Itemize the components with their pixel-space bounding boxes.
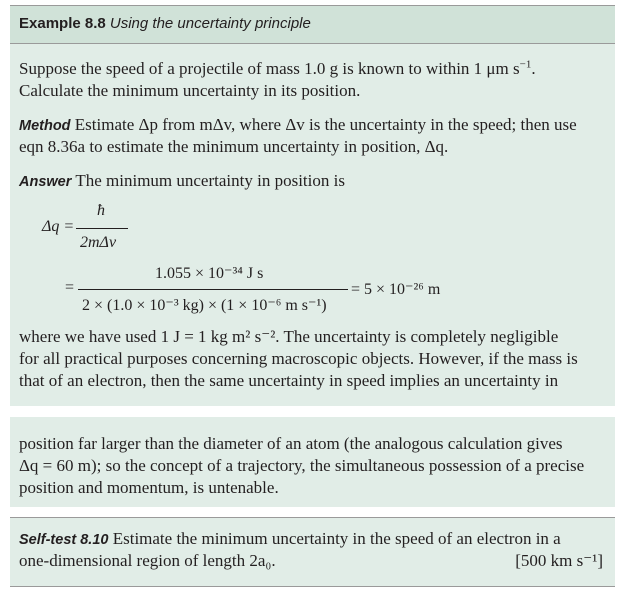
selftest-box [10, 517, 615, 587]
eq-frac2-numerator: 1.055 × 10⁻³⁴ J s [155, 265, 264, 282]
example-header [10, 6, 615, 44]
explanation-line-3: that of an electron, then the same uncertainty in speed implies an uncertainty in [19, 371, 559, 390]
eq-frac1-numerator: ħ [97, 202, 105, 219]
example-box [10, 5, 615, 406]
explanation-line-2: for all practical purposes concerning macroscopic objects. However, if the mass is [19, 349, 578, 368]
explanation-line-1: where we have used 1 J = 1 kg m² s⁻². The uncertainty is completely negligible [19, 327, 559, 346]
example-title: Using the uncertainty principle [109, 15, 311, 32]
selftest-line-1: Self-test 8.10 Estimate the minimum uncertainty in the speed of an electron in a [19, 529, 561, 548]
eq-equals: = [65, 279, 75, 296]
explanation-line-6: position and momentum, is untenable. [19, 478, 279, 497]
selftest-line-2: one-dimensional region of length 2a₀. [19, 551, 276, 570]
selftest-answer: [500 km s⁻¹] [515, 551, 603, 570]
answer-label: Answer [19, 174, 72, 190]
explanation-line-4: position far larger than the diameter of an atom (the analogous calculation gives [19, 434, 563, 453]
selftest-label: Self-test 8.10 [19, 532, 109, 548]
problem-line-1: Suppose the speed of a projectile of mass 1.0 g is known to within 1 μm $s^{-1}$. [19, 58, 536, 78]
explanation-line-5: Δq = 60 m); so the concept of a trajectory, the simultaneous possession of a precise [19, 456, 585, 475]
eq-frac1-denominator: 2mΔv [80, 234, 117, 251]
method-label: Method [19, 118, 71, 134]
method-line-1: Method Estimate Δp from mΔv, where Δv is the uncertainty in the speed; then use [19, 115, 577, 134]
eq-frac2-denominator: 2 × (1.0 × 10⁻³ kg) × (1 × 10⁻⁶ m s⁻¹) [82, 297, 327, 314]
example-continuation-box [10, 417, 615, 507]
eq-result: = 5 × 10⁻²⁶ m [351, 281, 441, 298]
eq-lhs: Δq = [42, 218, 75, 235]
eq-frac2-line [78, 289, 348, 290]
problem-line-2: Calculate the minimum uncertainty in its position. [19, 81, 361, 100]
answer-line: Answer The minimum uncertainty in position is [19, 171, 345, 190]
example-number: Example 8.8 [19, 15, 106, 32]
eq-frac1-line [76, 228, 128, 229]
method-line-2: eqn 8.36a to estimate the minimum uncertainty in position, Δq. [19, 137, 449, 156]
